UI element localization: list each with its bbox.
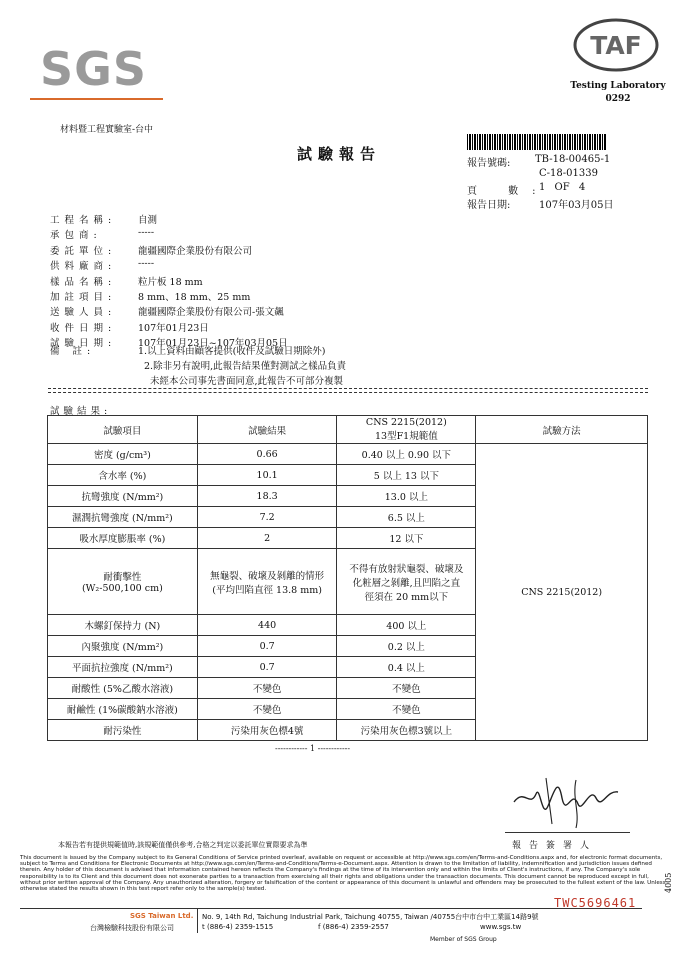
- results-label: 試驗結果:: [50, 406, 112, 417]
- info-label: 收件日期:: [50, 322, 117, 334]
- info-label: 工程名稱:: [50, 215, 117, 226]
- report-date-label: 報告日期:: [467, 200, 511, 211]
- cell-spec-text: 不得有放射狀龜裂、破壞及: [349, 563, 464, 575]
- divider: [48, 388, 648, 393]
- fine-print: This document is issued by the Company subject to its General Conditions of Service printed overleaf, available on request or accessible at http://www.sgs.com/en/Terms-and-Conditions.aspx and, for electronic format documents, subject to Terms and Conditions for Electronic Documents at http://www.sgs.com/en/Terms-and-Conditions/Terms-e-Document.aspx. Attention is drawn to the limitation of liability, indemnification and jurisdiction issues defined therein. Any holder of this document is advised that information contained hereon reflects the Company's findings at the time of its intervention only and within the limits of Client's instructions, if any. The Company's sole responsibility is to its Client and this document does not exonerate parties to a transaction from exercising all their rights and obligations under the transaction documents. This document cannot be reproduced except in full, without prior written approval of the Company. Any unauthorized alteration, forgery or falsification of the content or appearance of this document is unlawful and offenders may be prosecuted to the fullest extent of the law. Unless otherwise stated the results shown in this test report refer only to the sample(s) tested.: [20, 855, 666, 893]
- cell-result: [197, 549, 337, 615]
- cell-item-text: 吸水厚度膨脹率 (%): [79, 534, 166, 545]
- remark-line-1: 1.以上資料由顧客提供(收件及試驗日期除外): [138, 346, 326, 357]
- info-label: 送驗人員:: [50, 307, 117, 319]
- cell-item-text: 內聚強度 (N/mm²): [81, 642, 164, 653]
- sgs-logo: SGS: [40, 42, 148, 96]
- cell-spec: [337, 444, 476, 465]
- cell-item-text: (W₂-500,100 cm): [81, 583, 163, 594]
- taf-lab-label: Testing Laboratory: [570, 81, 666, 91]
- footer-company-zh: 台灣檢驗科技股份有限公司: [90, 924, 174, 932]
- cell-result-text: 7.2: [259, 511, 275, 523]
- cell-spec-text: 不變色: [392, 684, 421, 695]
- cell-item: [48, 507, 198, 528]
- footer-divider: [197, 909, 198, 933]
- info-label: 委託單位:: [50, 245, 117, 257]
- table-header-row: [48, 416, 648, 444]
- cell-method: CNS 2215(2012): [476, 444, 648, 741]
- cell-result-text: 440: [258, 619, 277, 631]
- info-value: -----: [138, 227, 155, 239]
- cell-item-text: 含水率 (%): [98, 471, 147, 482]
- cell-result-text: 污染用灰色標4號: [230, 726, 304, 737]
- lab-name: 材料暨工程實驗室-台中: [60, 125, 154, 135]
- taf-logo-text: TAF: [590, 31, 642, 60]
- cell-item: [48, 720, 198, 741]
- cell-spec: [337, 486, 476, 507]
- cell-spec: [337, 678, 476, 699]
- remark-line-2: 2.除非另有說明,此報告結果僅對測試之樣品負責: [144, 361, 347, 372]
- bottom-note: 本報告若有提供規範值時,該規範值僅供參考,合格之判定以委託單位實際要求為準: [58, 841, 308, 849]
- page-label: 頁 數:: [467, 186, 550, 197]
- footer-tel: t (886-4) 2359-1515: [202, 923, 274, 931]
- taf-logo: [573, 18, 659, 72]
- info-label: 試驗日期:: [50, 338, 117, 350]
- cell-spec: [337, 657, 476, 678]
- taf-lab-number: 0292: [605, 94, 631, 104]
- cell-result: [197, 615, 337, 636]
- cell-spec: [337, 507, 476, 528]
- info-value: 龍疆國際企業股份有限公司-張文飆: [138, 307, 284, 319]
- cell-spec: [337, 528, 476, 549]
- cell-result-text: 18.3: [256, 490, 278, 502]
- cell-spec-text: 13.0 以上: [384, 492, 428, 503]
- cell-result: [197, 636, 337, 657]
- cell-result-text: 0.7: [259, 661, 275, 673]
- cell-item: [48, 615, 198, 636]
- cell-item-text: 耐污染性: [103, 726, 142, 737]
- cell-item: [48, 699, 198, 720]
- cell-result-text: 0.66: [256, 448, 278, 460]
- cell-spec: [337, 636, 476, 657]
- remarks-label: 備 註:: [50, 346, 96, 357]
- cell-item-text: 耐鹼性 (1%碳酸鈉水溶液): [66, 705, 178, 716]
- info-value: 107年01月23日: [138, 322, 209, 334]
- cell-item: [48, 465, 198, 486]
- cell-spec-text: 6.5 以上: [387, 513, 425, 524]
- table-row: [48, 444, 648, 465]
- cell-result: [197, 657, 337, 678]
- header-item: 試驗項目: [48, 416, 198, 444]
- cell-item: [48, 678, 198, 699]
- report-no-value: TB-18-00465-1: [535, 154, 611, 165]
- report-title: 試驗報告: [297, 145, 382, 163]
- page-value: 1 OF 4: [539, 182, 586, 193]
- cell-result: [197, 465, 337, 486]
- cell-result: [197, 507, 337, 528]
- cell-spec-text: 0.4 以上: [387, 663, 425, 674]
- cell-spec: [337, 615, 476, 636]
- cell-item: [48, 528, 198, 549]
- cell-spec-text: 400 以上: [386, 621, 427, 632]
- cell-item: [48, 486, 198, 507]
- cell-item: [48, 444, 198, 465]
- info-value: 自測: [138, 215, 158, 226]
- cell-spec-text: 不變色: [392, 705, 421, 716]
- cell-spec-text: 5 以上 13 以下: [373, 471, 439, 482]
- cell-spec: [337, 465, 476, 486]
- info-value: 107年01月23日~107年03月05日: [138, 338, 288, 350]
- cell-result-text: (平均凹陷直徑 13.8 mm): [212, 584, 322, 596]
- info-value: 粒片板 18 mm: [138, 276, 203, 288]
- header-spec-line2: 13型F1規範值: [375, 431, 438, 442]
- info-value: -----: [138, 258, 155, 270]
- cell-result: [197, 720, 337, 741]
- footer-web: www.sgs.tw: [480, 923, 522, 931]
- header-spec-line1: CNS 2215(2012): [365, 417, 447, 428]
- cell-item-text: 抗彎強度 (N/mm²): [81, 492, 164, 503]
- cell-item-text: 平面抗拉強度 (N/mm²): [71, 663, 173, 674]
- cell-result-text: 不變色: [252, 705, 282, 716]
- info-label: 樣品名稱:: [50, 276, 117, 288]
- cell-spec: [337, 549, 476, 615]
- serial-number: TWC5696461: [554, 896, 637, 910]
- cell-result: [197, 528, 337, 549]
- cell-item-text: 耐酸性 (5%乙酸水溶液): [71, 684, 174, 695]
- report-no-value2: C-18-01339: [539, 168, 598, 179]
- footer-rule: [20, 908, 642, 909]
- cell-result-text: 2: [264, 532, 271, 544]
- cell-spec-text: 污染用灰色標3號以上: [360, 726, 453, 737]
- cell-item-text: 耐衝擊性: [103, 572, 142, 583]
- signature-label: 報告簽署人: [512, 841, 598, 851]
- cell-item: [48, 657, 198, 678]
- info-label: 承包商:: [50, 230, 102, 242]
- report-no-label: 報告號碼:: [467, 158, 511, 169]
- end-mark: ------------ 1 ------------: [275, 744, 351, 753]
- cell-item-text: 濕潤抗彎強度 (N/mm²): [71, 513, 173, 524]
- cell-spec-text: 徑須在 20 mm以下: [364, 591, 449, 603]
- cell-spec-text: 0.40 以上 0.90 以下: [361, 450, 452, 461]
- cell-result: [197, 699, 337, 720]
- cell-item-text: 密度 (g/cm³): [93, 450, 151, 461]
- footer-address: No. 9, 14th Rd, Taichung Industrial Park, Taichung 40755, Taiwan /40755台中市台中工業區14路9號: [202, 913, 539, 921]
- cell-result: [197, 444, 337, 465]
- info-label: 加註項目:: [50, 292, 117, 303]
- cell-spec-text: 化粧層之剝離,且凹陷之直: [352, 577, 461, 589]
- signature: [506, 768, 626, 832]
- header-method: 試驗方法: [476, 416, 648, 444]
- footer-company-en: SGS Taiwan Ltd.: [130, 912, 194, 920]
- cell-item: [48, 636, 198, 657]
- cell-result-text: 無龜裂、破壞及剝離的情形: [210, 570, 325, 582]
- cell-result-text: 0.7: [259, 640, 275, 652]
- side-number: 4005: [664, 872, 673, 893]
- cell-spec-text: 0.2 以上: [387, 642, 425, 653]
- logo-underline: [30, 98, 163, 100]
- signature-line: [505, 832, 630, 833]
- info-value: 8 mm、18 mm、25 mm: [138, 292, 251, 303]
- info-label: 供料廠商:: [50, 261, 117, 273]
- info-value: 龍疆國際企業股份有限公司: [138, 245, 253, 257]
- footer-fax: f (886-4) 2359-2557: [318, 923, 389, 931]
- cell-spec: [337, 699, 476, 720]
- cell-result: [197, 678, 337, 699]
- remark-line-3: 未經本公司事先書面同意,此報告不可部分複製: [150, 376, 344, 387]
- cell-result: [197, 486, 337, 507]
- cell-item: [48, 549, 198, 615]
- cell-result-text: 10.1: [256, 469, 278, 481]
- footer-member: Member of SGS Group: [430, 936, 497, 943]
- header-result: 試驗結果: [197, 416, 337, 444]
- cell-item-text: 木螺釘保持力 (N): [84, 621, 161, 632]
- cell-spec-text: 12 以下: [389, 534, 424, 545]
- cell-result-text: 不變色: [252, 684, 282, 695]
- header-spec: [337, 416, 476, 444]
- results-table: [47, 415, 648, 741]
- barcode: [467, 134, 607, 150]
- report-date-value: 107年03月05日: [539, 200, 614, 211]
- cell-spec: [337, 720, 476, 741]
